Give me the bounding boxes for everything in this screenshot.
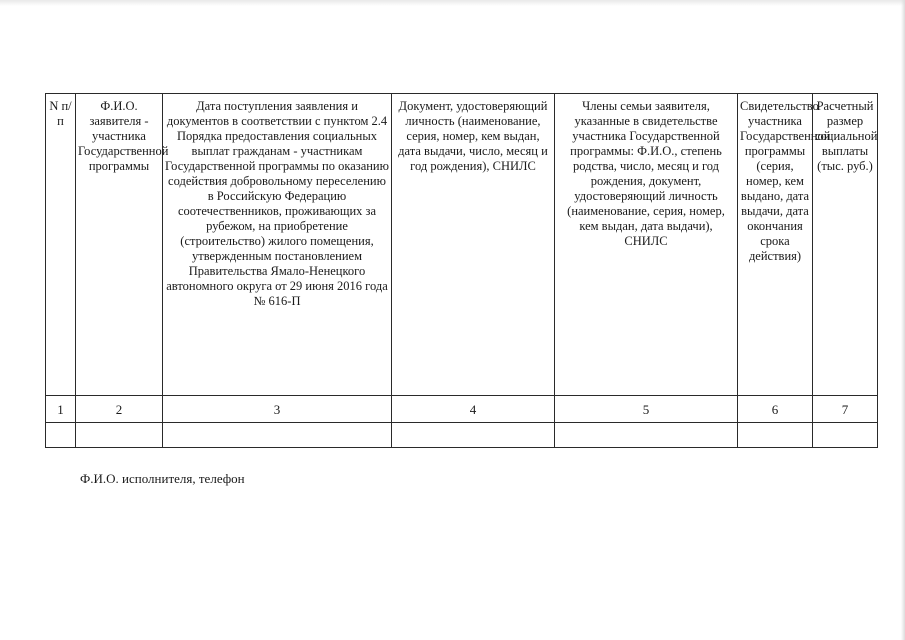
scan-edge-right bbox=[901, 0, 905, 640]
header-row-number: N п/п bbox=[46, 94, 76, 396]
header-applicant-name: Ф.И.О. заявителя - участника Государственной программы bbox=[76, 94, 163, 396]
table-cell bbox=[163, 423, 392, 448]
column-number-cell: 6 bbox=[738, 396, 813, 423]
header-application-date: Дата поступления заявления и документов в соответствии с пунктом 2.4 Порядка предоставления социальных выплат гражданам - участникам Государственной программы по оказанию содействия добровольному переселению в Российскую Федерацию соотечественников, проживающих за рубежом, на приобретение (строительство) жилого помещения, утвержденным постановлением Правительства Ямало-Ненецкого автономного округа от 29 июня 2016 года № 616-П bbox=[163, 94, 392, 396]
column-numbers-row bbox=[46, 396, 878, 423]
header-family-members: Члены семьи заявителя, указанные в свидетельстве участника Государственной программы: Ф.И.О., степень родства, число, месяц и год рождения, документ, удостоверяющий личность (наименование, серия, номер, кем выдан, дата выдачи), СНИЛС bbox=[555, 94, 738, 396]
column-number-cell: 2 bbox=[76, 396, 163, 423]
column-number-cell: 7 bbox=[813, 396, 878, 423]
header-identity-document: Документ, удостоверяющий личность (наименование, серия, номер, кем выдан, дата выдачи, число, месяц и год рождения), СНИЛС bbox=[392, 94, 555, 396]
table-row bbox=[46, 423, 878, 448]
column-number-cell: 4 bbox=[392, 396, 555, 423]
table-cell bbox=[46, 423, 76, 448]
table-cell bbox=[76, 423, 163, 448]
table-header-row bbox=[46, 94, 878, 396]
performer-label: Ф.И.О. исполнителя, телефон bbox=[80, 471, 245, 486]
scan-edge-top bbox=[0, 0, 905, 6]
column-number-cell: 3 bbox=[163, 396, 392, 423]
applicants-register-table bbox=[45, 93, 878, 448]
column-number-cell: 1 bbox=[46, 396, 76, 423]
column-number-cell: 5 bbox=[555, 396, 738, 423]
table-cell bbox=[813, 423, 878, 448]
table-cell bbox=[392, 423, 555, 448]
table-cell bbox=[738, 423, 813, 448]
table-cell bbox=[555, 423, 738, 448]
header-payment-amount: Расчетный размер социальной выплаты (тыс. руб.) bbox=[813, 94, 878, 396]
header-participant-certificate: Свидетельство участника Государственной программы (серия, номер, кем выдано, дата выдачи, дата окончания срока действия) bbox=[738, 94, 813, 396]
